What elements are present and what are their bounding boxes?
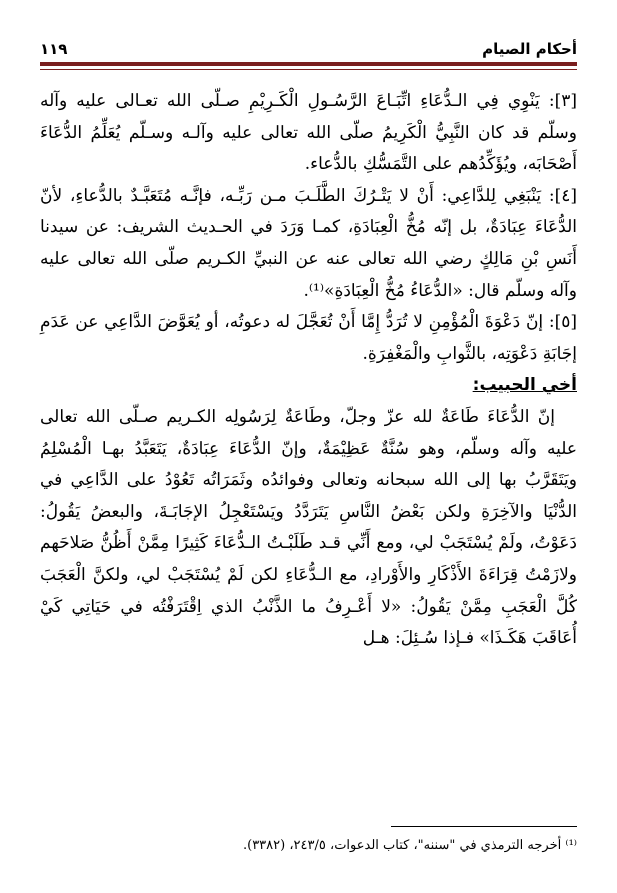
paragraph-4: [٤]: يَنْبَغِي لِلدَّاعِي: أَنْ لا يَتْـرُكَ الطَّلَـبَ مـن رَبِّـه، فإنَّـه مُتَعَبَّـدٌ بالدُّعاءِ، لأنّ الدُّعَاءَ عِبَادَةٌ، بل إنّه مُخُّ الْعِبَادَةِ، كمـا وَرَدَ في الحـديث الشريف: عن سيدنا أَنَسِ بْنِ مَالِكٍ رضي الله تعالى عنه عن النبيِّ الكـريم صلّى الله تعالى عليه وآله وسلّم قال: «الدُّعَاءُ مُخُّ الْعِبَادَةِ»⁽¹⁾. bbox=[40, 185, 577, 301]
page-header bbox=[40, 28, 577, 58]
footnote: ⁽¹⁾ أخرجه الترمذي في "سننه"، كتاب الدعوات، ٢٤٣/٥، (٣٣٨٢). bbox=[242, 838, 577, 853]
running-title: أحكام الصيام bbox=[482, 40, 577, 58]
header-rule-thick bbox=[40, 62, 577, 66]
body-text bbox=[40, 86, 577, 655]
header-rule-thin bbox=[40, 69, 577, 70]
paragraph-3: [٣]: يَنْوِي فِي الـدُّعَاءِ اتِّبَـاعَ الرَّسُـولِ الْكَـرِيْمِ صـلّى الله تعـالى عليه وآله وسلّم قد كان النَّبِيُّ الْكَرِيمُ صلّى الله تعالى عليه وآلـه وسـلّم يُعَلِّمُ الدُّعَاءَ أَصْحَابَه، ويُؤَكِّدُهم على التَّمَسُّكِ بالدُّعاء. bbox=[40, 91, 577, 175]
footnote-rule bbox=[391, 826, 577, 827]
paragraph-5: [٥]: إنّ دَعْوَةَ الْمُؤْمِنِ لا تُرَدُّ إِمَّا أَنْ تُعَجَّلَ له دعوتُه، أو يُعَوَّضَ الدَّاعِي عن عَدَمِ إجَابَةِ دَعْوَتِه، بالثَّوابِ والْمَغْفِرَةِ. bbox=[40, 312, 577, 364]
subheading: أخي الحبيب: bbox=[472, 375, 577, 396]
closing-paragraph: إنّ الدُّعَاءَ طَاعَةٌ لله عزّ وجلّ، وطَاعَةٌ لِرَسُولِه الكـريم صـلّى الله تعالى عليه وآله وسلّم، وهو سُنَّةٌ عَظِيْمَةٌ، وإنّ الدُّعَاءَ عِبَادَةٌ، يَتَعَبَّدُ بهـا الْمُسْلِمُ ويَتَقَرَّبُ بها إلى الله سبحانه وتعالى وفوائدُه وثَمَرَاتُه تَعُوْدُ على الدَّاعِي في الدُّنْيَا والآخِرَةِ ولكن بَعْضُ النَّاسِ يَتَرَدَّدُ ويَسْتَعْجِلُ الإجَابَـةَ، والبعضُ يَقُولُ: دَعَوْتُ، ولَمْ يُسْتَجَبْ لي، ومع أَنِّي قـد طَلَبْـتُ الـدُّعَاءَ كَثِيرًا مِمَّنْ أَظُنُّ صَلاحَهم ولازَمْتُ قِرَاءَةَ الأَذْكَارِ والأَوْرادِ، مع الـدُّعَاءِ لكن لَمْ يُسْتَجَبْ لي، ولكنَّ الْعَجَبَ كُلَّ الْعَجَبِ مِمَّنْ يَقُولُ: «لا أَعْـرِفُ ما الذَّنْبُ الذي اِقْتَرَفْتُه في حَيَاتِي كَيْ أُعَاقَبَ هَكَـذَا» فـإذا سُـئِلَ: هـل bbox=[40, 406, 577, 649]
page-number: ١١٩ bbox=[40, 40, 68, 58]
